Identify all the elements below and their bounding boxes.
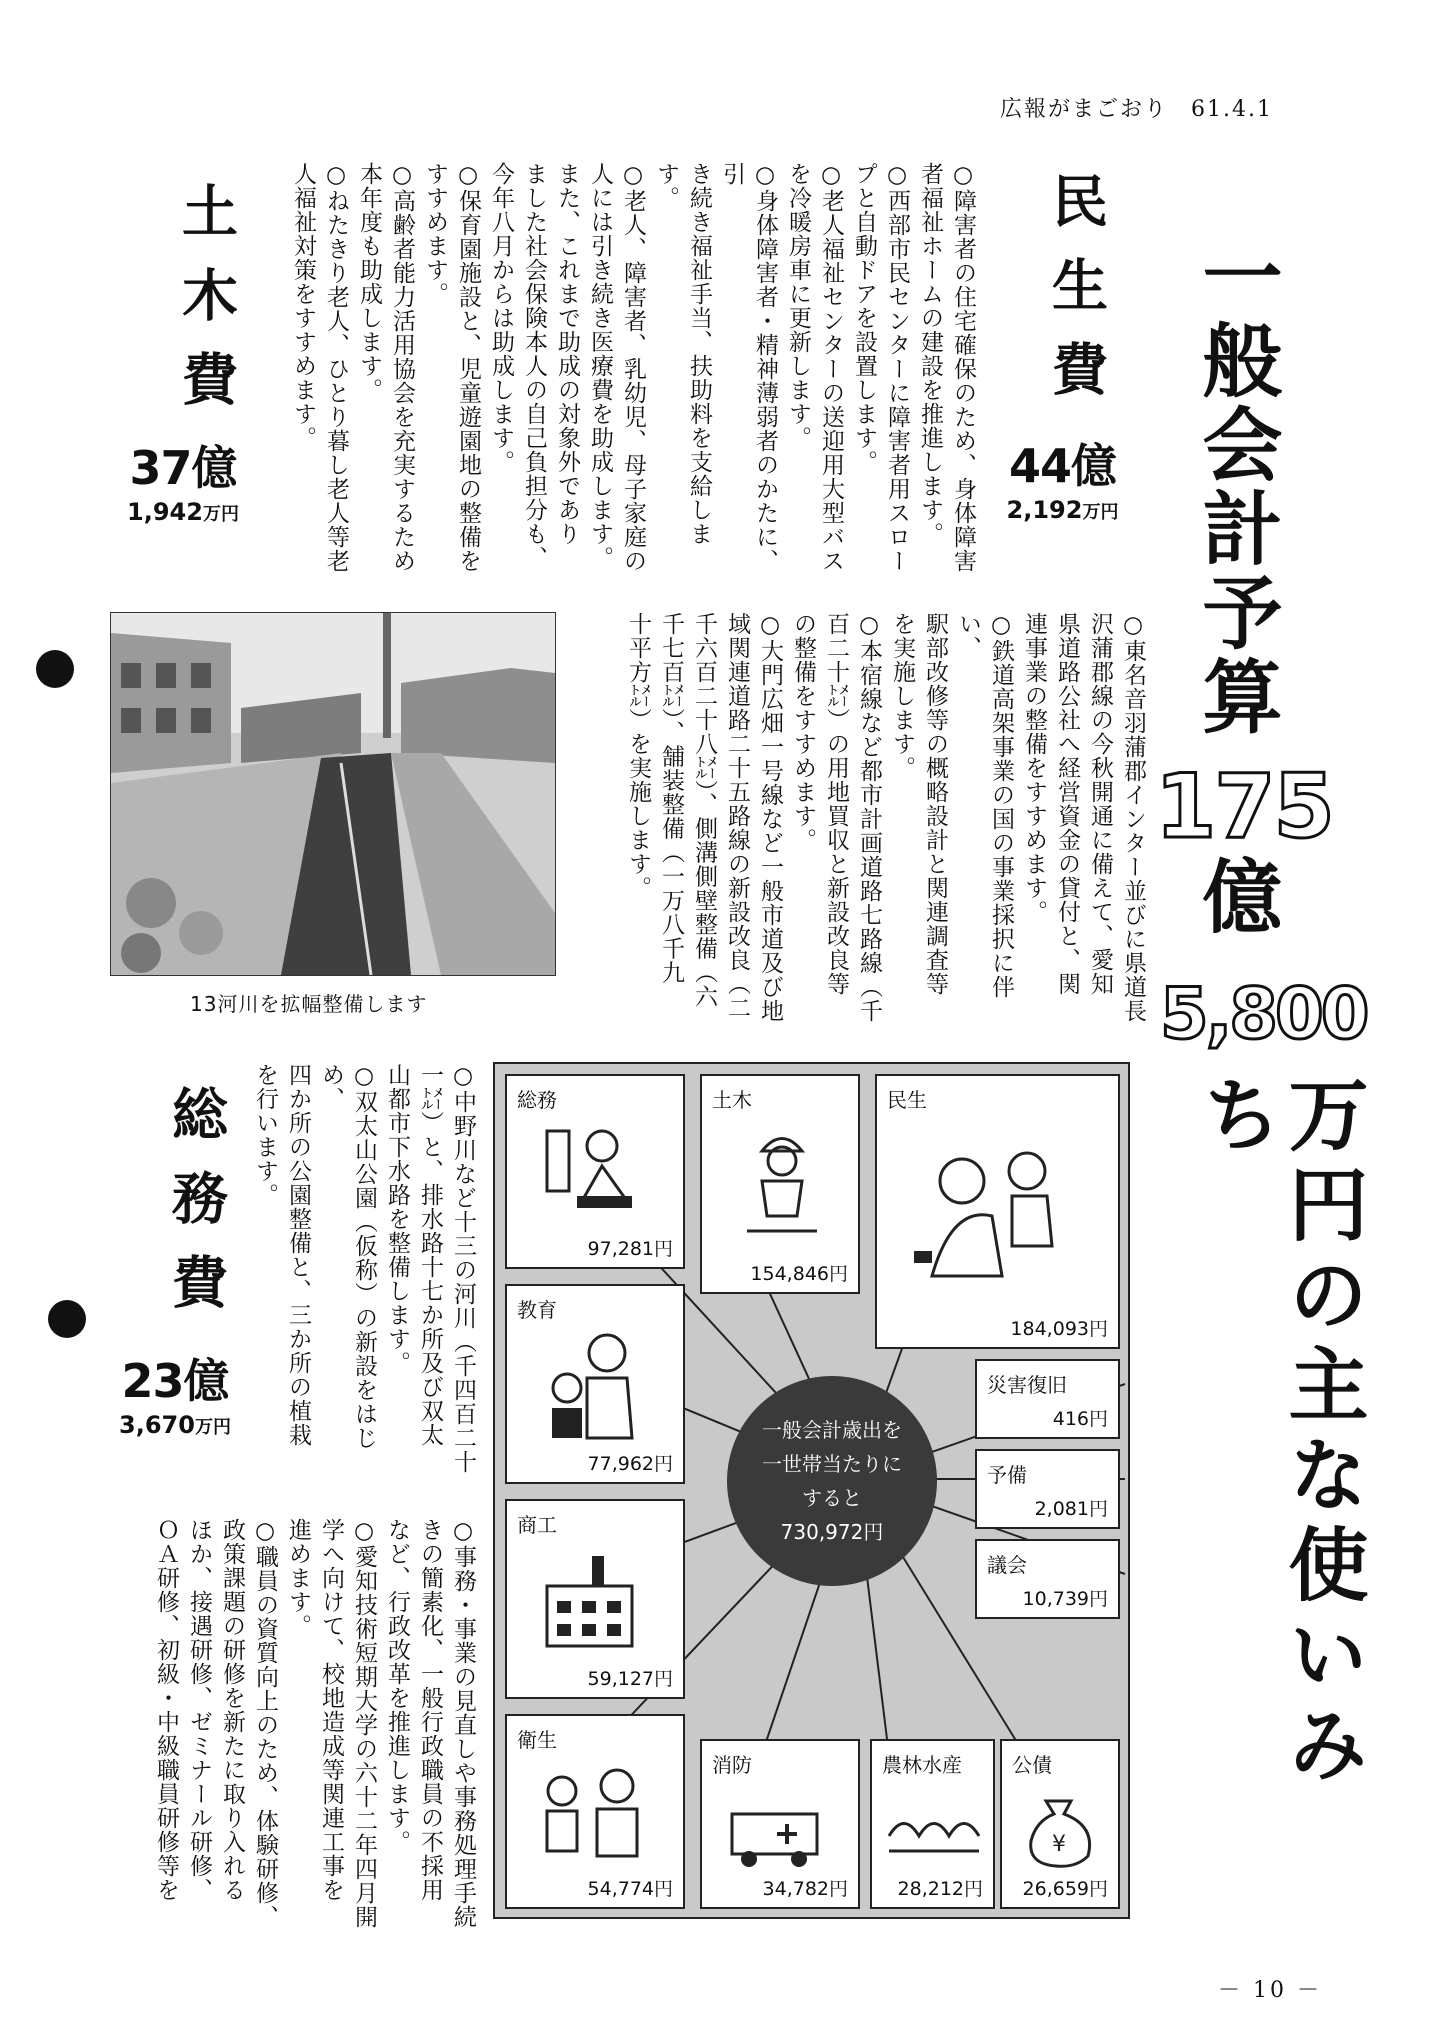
main-title-part1: 一般会計予算 — [1189, 235, 1282, 739]
river-photo — [110, 612, 556, 976]
main-title — [1155, 235, 1368, 1835]
minsei-body: ○障害者の住宅確保のため、身体障害 者福祉ホームの建設を推進します。 ○西部市民センターに障害者用スロー プと自動ドアを設置します。 ○老人福祉センターの送迎用大型バス を冷暖房車に更新します。 ○身体障害者・精神薄弱者のかたに、引 き続き福祉手当、扶助料を支給します。 ○老人、障害者、乳幼児、母子家庭の 人には引き続き医療費を助成します。 また、これまで助成の対象外であり ました社会保険本人の自己負担分も、 今年八月からは助成します。 ○保育園施設と、児童遊園地の整備を すすめます。 ○高齢者能力活用協会を充実するため 本年度も助成します。 ○ねたきり老人、ひとり暮し老人等老 人福祉対策をすすめます。 — [290, 162, 976, 573]
center-line-3: すると — [802, 1486, 862, 1510]
cell-label: 民生 — [887, 1088, 927, 1112]
cell-norin — [870, 1739, 995, 1909]
minsei-amount-oku: 44億 — [1008, 439, 1116, 493]
minsei-heading: 民生費 — [1043, 172, 1108, 424]
family-health-icon — [532, 1761, 652, 1861]
issue-date: 61.4.1 — [1191, 97, 1273, 122]
cell-label: 教育 — [517, 1298, 557, 1322]
factory-building-icon — [537, 1546, 647, 1656]
expenditure-diagram — [493, 1062, 1130, 1919]
river-photo-image — [111, 613, 555, 975]
svg-text:¥: ¥ — [1052, 1832, 1066, 1857]
cell-doboku — [700, 1074, 860, 1294]
bullet-dot — [48, 1300, 86, 1338]
center-line-4: 730,972円 — [780, 1520, 884, 1544]
cell-minsei — [875, 1074, 1120, 1349]
cell-label: 土木 — [712, 1088, 752, 1112]
main-title-number2: 5,800 — [1160, 973, 1367, 1055]
elderly-care-icon — [912, 1136, 1082, 1286]
page-number: － 10 － — [1218, 1978, 1322, 2003]
cell-value: 26,659円 — [1022, 1878, 1108, 1900]
doboku-body-2: ○中野川など十三の河川（千四百二十 一㍍）と、排水路十七か所及び双太 山都市下水路を整備します。 ○双太山公園（仮称）の新設をはじめ、 四か所の公園整備と、三か所の植栽 を行います。 — [252, 1063, 476, 1474]
main-title-part3: 万円の主な使いみち — [1189, 1073, 1368, 1793]
doboku-amount-man: 1,942万円 — [127, 498, 239, 526]
doboku-heading: 土木費 — [173, 182, 238, 434]
cell-label: 公債 — [1012, 1753, 1052, 1777]
cell-kosai — [1000, 1739, 1120, 1909]
cell-value: 154,846円 — [750, 1263, 848, 1285]
doboku-amount — [118, 432, 248, 526]
construction-worker-icon — [727, 1121, 837, 1241]
somu-amount-man: 3,670万円 — [119, 1411, 231, 1439]
somu-amount-oku: 23億 — [121, 1354, 229, 1408]
cell-value: 184,093円 — [1010, 1318, 1108, 1340]
main-title-number1: 175 — [1155, 755, 1333, 858]
cell-label: 消防 — [712, 1753, 752, 1777]
cell-shoko — [505, 1499, 685, 1699]
somu-heading: 総務費 — [163, 1085, 228, 1337]
office-worker-icon — [542, 1121, 642, 1221]
teacher-child-icon — [537, 1328, 647, 1443]
cell-label: 農林水産 — [882, 1753, 962, 1777]
minsei-amount-man: 2,192万円 — [1006, 496, 1119, 524]
center-line-1: 一般会計歳出を — [762, 1418, 902, 1442]
cell-value: 59,127円 — [587, 1668, 673, 1690]
cell-kyoiku — [505, 1284, 685, 1484]
money-bag-icon — [1016, 1786, 1106, 1871]
cell-eisei — [505, 1714, 685, 1909]
photo-caption: 13河川を拡幅整備します — [190, 992, 428, 1016]
page-header — [1000, 92, 1273, 123]
doboku-amount-oku: 37億 — [129, 441, 237, 495]
main-title-part2: 億 — [1189, 855, 1282, 939]
cell-yobi — [975, 1449, 1120, 1529]
cell-value: 54,774円 — [587, 1878, 673, 1900]
cell-value: 416円 — [1052, 1408, 1108, 1430]
cell-label: 衛生 — [517, 1728, 557, 1752]
bullet-dot — [36, 650, 74, 688]
cell-value: 77,962円 — [587, 1453, 673, 1475]
cell-label: 議会 — [987, 1553, 1027, 1577]
cell-somu — [505, 1074, 685, 1269]
farm-field-icon — [884, 1796, 984, 1866]
cell-value: 97,281円 — [587, 1238, 673, 1260]
ambulance-icon — [727, 1789, 827, 1869]
cell-gikai — [975, 1539, 1120, 1619]
somu-body: ○事務・事業の見直しや事務処理手続 きの簡素化、一般行政職員の不採用 など、行政改革を推進します。 ○愛知技術短期大学の六十二年四月開 学へ向けて、校地造成等関連工事を 進めます。 ○職員の資質向上のため、体験研修、 政策課題の研修を新たに取り入れる ほか、接遇研修、ゼミナール研修、 ＯＡ研修、初級・中級職員研修等を — [153, 1518, 476, 1929]
cell-shobo — [700, 1739, 860, 1909]
cell-saigai — [975, 1359, 1120, 1439]
cell-label: 商工 — [517, 1513, 557, 1537]
cell-label: 総務 — [517, 1088, 557, 1112]
minsei-amount — [1000, 430, 1125, 524]
cell-label: 災害復旧 — [987, 1373, 1067, 1397]
cell-value: 34,782円 — [762, 1878, 848, 1900]
publication-name: 広報がまごおり — [1000, 97, 1169, 122]
cell-value: 10,739円 — [1022, 1588, 1108, 1610]
center-line-2: 一世帯当たりに — [762, 1452, 902, 1476]
cell-value: 2,081円 — [1034, 1498, 1108, 1520]
cell-value: 28,212円 — [897, 1878, 983, 1900]
diagram-center-circle — [727, 1376, 937, 1586]
somu-amount — [110, 1345, 240, 1439]
cell-label: 予備 — [987, 1463, 1027, 1487]
doboku-body: ○東名音羽蒲郡インター並びに県道長 沢蒲郡線の今秋開通に備えて、愛知 県道路公社へ経営資金の貸付と、関 連事業の整備をすすめます。 ○鉄道高架事業の国の事業採択に伴い、 駅部改修等の概略設計と関連調査等 を実施します。 ○本宿線など都市計画道路七路線（千 百二十㍍）の用地買収と新設改良等 の整備をすすめます。 ○大門広畑一号線など一般市道及び地 域関連道路二十五路線の新設改良（二 千六百二十八㍍）、側溝側壁整備（六 千七百㍍）、舗装整備（一万八千九 十平方㍍）を実施します。 — [625, 612, 1146, 1023]
